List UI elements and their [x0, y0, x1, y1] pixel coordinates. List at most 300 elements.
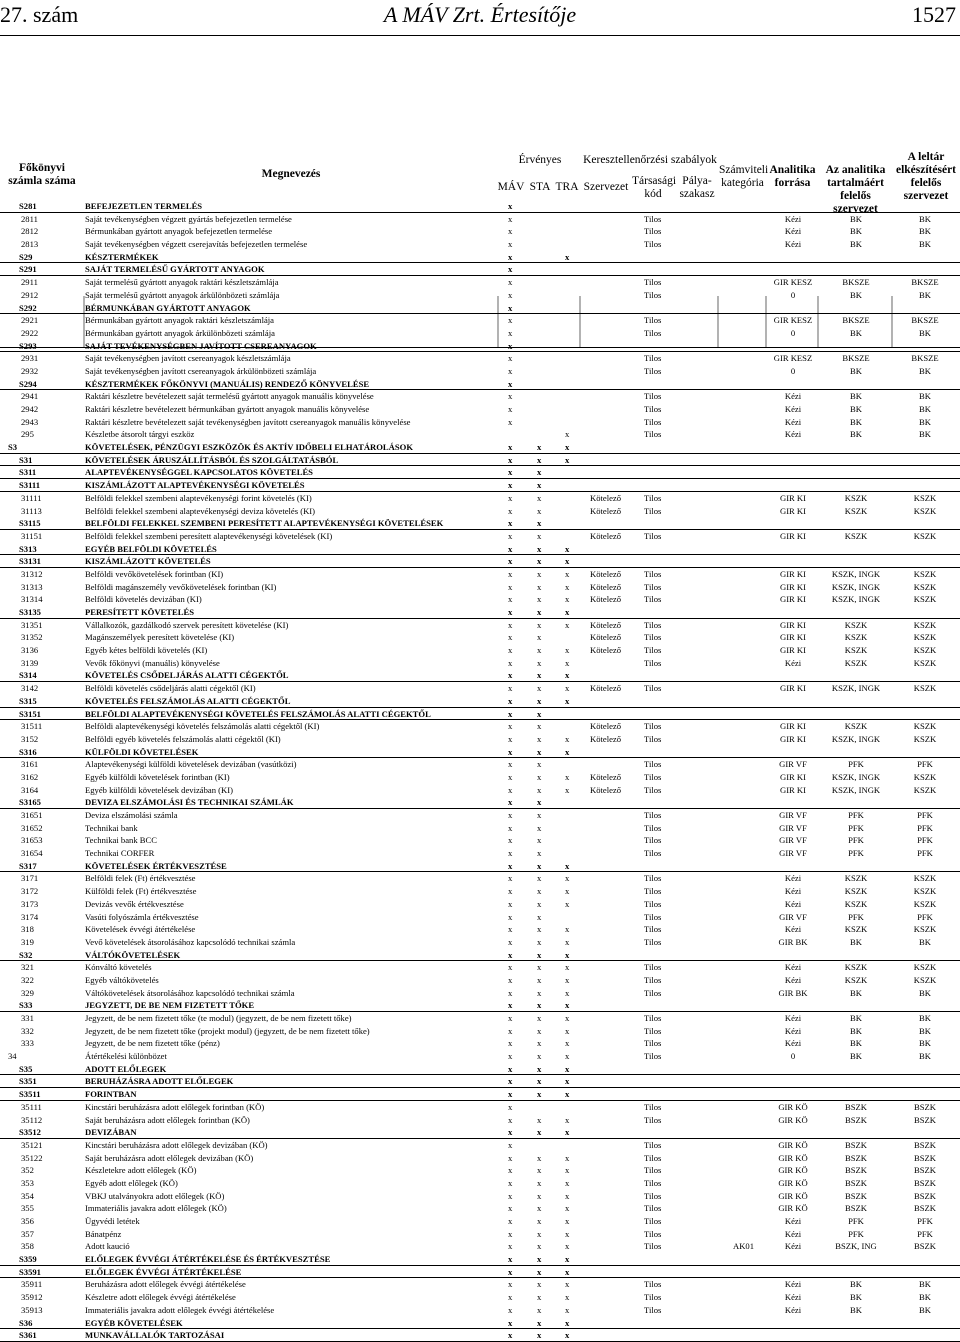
inventory-owner: PFK	[917, 1228, 933, 1239]
analytics-owner: KSZK	[844, 530, 868, 541]
table-row	[0, 1177, 960, 1190]
valid-mav: x	[508, 619, 513, 630]
table-row	[0, 771, 960, 784]
inventory-owner: BSZK	[914, 1190, 936, 1201]
inventory-owner: BSZK	[914, 1152, 936, 1163]
rule-palyaszakasz: Tilos	[644, 886, 662, 897]
analytics-owner: BK	[850, 365, 862, 376]
valid-sta: x	[537, 670, 542, 681]
rule-palyaszakasz: Tilos	[644, 327, 662, 338]
valid-mav: x	[508, 581, 513, 592]
inventory-owner: BKSZE	[911, 315, 939, 326]
valid-mav: x	[508, 340, 513, 351]
inventory-owner: KSZK	[913, 886, 937, 897]
account-code: 35913	[21, 1304, 43, 1315]
analytics-owner: KSZK, INGK	[831, 733, 881, 744]
valid-sta: x	[537, 860, 542, 871]
table-row	[0, 1114, 960, 1127]
inventory-owner: PFK	[917, 911, 933, 922]
rule-palyaszakasz: Tilos	[644, 1038, 662, 1049]
valid-sta: x	[537, 1266, 542, 1277]
valid-mav: x	[508, 454, 513, 465]
account-code: S314	[19, 670, 37, 681]
analytics-source: GIR KI	[779, 645, 807, 656]
table-row	[0, 1050, 960, 1063]
valid-mav: x	[508, 733, 513, 744]
valid-tra: x	[565, 581, 570, 592]
rule-szervezet: Kötelező	[590, 733, 622, 744]
rule-palyaszakasz: Tilos	[644, 1203, 662, 1214]
table-row	[0, 428, 960, 441]
valid-sta: x	[537, 1114, 542, 1125]
inventory-owner: KSZK	[913, 683, 937, 694]
valid-sta: x	[537, 759, 542, 770]
analytics-owner: KSZK	[844, 619, 868, 630]
account-code: 2941	[21, 391, 39, 402]
analytics-owner: BKSZE	[842, 277, 870, 288]
account-code: S361	[19, 1330, 37, 1341]
account-code: 3139	[21, 657, 39, 668]
table-row	[0, 631, 960, 644]
valid-mav: x	[508, 556, 513, 567]
rule-palyaszakasz: Tilos	[644, 1013, 662, 1023]
analytics-owner: KSZK	[844, 645, 868, 656]
analytics-source: GIR VF	[779, 810, 807, 820]
col-megnevezes: Megnevezés	[261, 168, 321, 180]
valid-mav: x	[508, 1254, 513, 1265]
analytics-source: GIR KESZ	[773, 315, 813, 326]
analytics-owner: BK	[850, 327, 862, 338]
table-row	[0, 860, 960, 873]
account-name: Egyéb adott előlegek (KÖ)	[85, 1177, 178, 1188]
inventory-owner: BK	[919, 987, 931, 998]
table-row	[0, 657, 960, 670]
valid-tra: x	[565, 1013, 570, 1023]
analytics-source: 0	[790, 1051, 796, 1062]
account-code: 322	[21, 974, 34, 985]
rule-palyaszakasz: Tilos	[644, 619, 662, 630]
analytics-owner: KSZK, INGK	[831, 771, 881, 782]
table-row	[0, 1215, 960, 1228]
valid-mav: x	[508, 505, 513, 516]
rule-palyaszakasz: Tilos	[644, 581, 662, 592]
analytics-owner: BK	[850, 404, 862, 414]
table-row	[0, 568, 960, 581]
valid-tra: x	[565, 543, 570, 554]
col-analitika: Analitika forrása	[769, 164, 816, 189]
valid-sta: x	[537, 1279, 542, 1290]
valid-sta: x	[537, 543, 542, 554]
account-name: Kincstári beruházásra adott előlegek devizában (KÖ)	[85, 1139, 268, 1150]
valid-sta: x	[537, 530, 542, 541]
analytics-source: GIR KI	[779, 683, 807, 694]
col-szervezet: Szervezet	[583, 181, 629, 193]
inventory-owner: BSZK	[914, 1203, 936, 1214]
valid-tra: x	[565, 1279, 570, 1290]
valid-tra: x	[565, 1292, 570, 1303]
account-code: 2932	[21, 365, 39, 376]
table-row	[0, 416, 960, 429]
valid-tra: x	[565, 607, 570, 617]
rule-palyaszakasz: Tilos	[644, 1228, 662, 1239]
valid-sta: x	[537, 645, 542, 656]
rule-palyaszakasz: Tilos	[644, 645, 662, 656]
rule-palyaszakasz: Tilos	[644, 315, 662, 326]
valid-mav: x	[508, 1304, 513, 1315]
valid-sta: x	[537, 924, 542, 935]
valid-mav: x	[508, 645, 513, 656]
table-row	[0, 809, 960, 822]
analytics-owner: KSZK	[844, 962, 868, 973]
table-row	[0, 263, 960, 276]
rule-palyaszakasz: Tilos	[644, 1216, 662, 1226]
account-code: 31113	[21, 505, 42, 516]
valid-mav: x	[508, 1089, 513, 1100]
account-name: JEGYZETT, DE BE NEM FIZETETT TŐKE	[85, 1000, 255, 1011]
table-row	[0, 352, 960, 365]
account-name: Bérmunkában gyártott anyagok raktári készletszámlája	[85, 315, 274, 326]
table-row	[0, 1329, 960, 1342]
rule-palyaszakasz: Tilos	[644, 759, 662, 770]
account-code: 2942	[21, 404, 39, 414]
inventory-owner: BK	[919, 226, 931, 237]
analytics-owner: BK	[850, 1025, 862, 1036]
valid-mav: x	[508, 1063, 513, 1074]
account-name: Belföldi magánszemély vevőkövetelések forintban (KI)	[85, 581, 277, 592]
valid-sta: x	[537, 1165, 542, 1176]
table-row	[0, 492, 960, 505]
valid-mav: x	[508, 201, 513, 211]
col-kereszt: Keresztellenőrzési szabályok	[583, 154, 717, 166]
account-code: S3	[8, 442, 18, 453]
valid-sta: x	[537, 1127, 542, 1138]
rule-szervezet: Kötelező	[590, 581, 622, 592]
account-name: Belföldi felekkel szembeni alaptevékenységi forint követelés (KI)	[85, 492, 312, 503]
table-row	[0, 974, 960, 987]
table-row	[0, 530, 960, 543]
valid-tra: x	[565, 1038, 570, 1049]
valid-mav: x	[508, 683, 513, 694]
valid-tra: x	[565, 1266, 570, 1277]
valid-tra: x	[565, 1076, 570, 1087]
inventory-owner: BK	[919, 429, 931, 440]
account-name: Követelések évvégi átértékelése	[85, 924, 196, 935]
valid-mav: x	[508, 1127, 513, 1138]
analytics-source: GIR KÖ	[778, 1177, 808, 1188]
analytics-owner: PFK	[848, 911, 864, 922]
col-szamviteli: Számviteli kategória	[719, 164, 769, 189]
inventory-owner: BK	[919, 365, 931, 376]
rule-palyaszakasz: Tilos	[644, 289, 662, 300]
inventory-owner: BKSZE	[911, 277, 939, 288]
valid-mav: x	[508, 1190, 513, 1201]
analytics-owner: BK	[850, 936, 862, 947]
analytics-source: GIR KÖ	[778, 1152, 808, 1163]
valid-mav: x	[508, 1292, 513, 1303]
valid-mav: x	[508, 1317, 513, 1328]
valid-mav: x	[508, 784, 513, 795]
account-code: 321	[21, 962, 34, 973]
valid-sta: x	[537, 695, 542, 706]
valid-sta: x	[537, 873, 542, 884]
analytics-owner: PFK	[848, 822, 864, 833]
inventory-owner: BK	[919, 404, 931, 414]
analytics-source: GIR KI	[779, 594, 807, 605]
account-name: BERUHÁZÁSRA ADOTT ELŐLEGEK	[85, 1076, 234, 1087]
account-code: 31652	[21, 822, 43, 833]
account-code: S3135	[19, 607, 41, 617]
account-name: Jegyzett, de be nem fizetett tőke (te modul) (jegyzett, de be nem fizetett tőke)	[85, 1013, 352, 1023]
valid-tra: x	[565, 1304, 570, 1315]
inventory-owner: PFK	[917, 810, 933, 820]
inventory-owner: BK	[919, 327, 931, 338]
table-row	[0, 1037, 960, 1050]
valid-tra: x	[565, 1330, 570, 1341]
valid-mav: x	[508, 1216, 513, 1226]
account-code: 319	[21, 936, 34, 947]
account-name: Egyéb külföldi követelések forintban (KI)	[85, 771, 230, 782]
account-name: DEVIZÁBAN	[85, 1127, 137, 1138]
valid-sta: x	[537, 962, 542, 973]
analytics-source: Kézi	[784, 1304, 802, 1315]
table-row	[0, 441, 960, 454]
valid-mav: x	[508, 594, 513, 605]
valid-tra: x	[565, 251, 570, 262]
valid-tra: x	[565, 645, 570, 656]
rule-palyaszakasz: Tilos	[644, 239, 662, 250]
account-code: S315	[19, 695, 37, 706]
account-code: S36	[19, 1317, 33, 1328]
rule-szervezet: Kötelező	[590, 492, 622, 503]
analytics-source: GIR KÖ	[778, 1139, 808, 1150]
account-code: S317	[19, 860, 37, 871]
rule-palyaszakasz: Tilos	[644, 416, 662, 427]
valid-sta: x	[537, 480, 542, 491]
col-fokonyvi: Főkönyvi számla száma	[8, 162, 76, 187]
valid-mav: x	[508, 949, 513, 960]
valid-tra: x	[565, 771, 570, 782]
account-name: Belföldi felekkel szembeni alaptevékenységi deviza követelés (KI)	[85, 505, 316, 516]
analytics-owner: BSZK	[845, 1139, 867, 1150]
analytics-owner: BK	[850, 1013, 862, 1023]
account-name: Magánszemélyek peresített követelése (KI)	[85, 632, 235, 643]
account-code: 358	[21, 1241, 34, 1252]
account-code: 355	[21, 1203, 34, 1214]
valid-mav: x	[508, 239, 513, 250]
account-code: 31312	[21, 568, 43, 579]
analytics-owner: BSZK	[845, 1165, 867, 1176]
inventory-owner: KSZK	[913, 530, 937, 541]
rule-palyaszakasz: Tilos	[644, 1051, 662, 1062]
valid-sta: x	[537, 987, 542, 998]
rule-palyaszakasz: Tilos	[644, 835, 662, 846]
rule-palyaszakasz: Tilos	[644, 594, 662, 605]
valid-sta: x	[537, 1304, 542, 1315]
rule-palyaszakasz: Tilos	[644, 1114, 662, 1125]
valid-mav: x	[508, 1139, 513, 1150]
valid-sta: x	[537, 898, 542, 909]
valid-tra: x	[565, 1127, 570, 1138]
account-code: 31313	[21, 581, 43, 592]
analytics-source: GIR KI	[779, 721, 807, 732]
analytics-owner: BSZK	[845, 1114, 867, 1125]
account-code: 2931	[21, 353, 39, 364]
table-row	[0, 834, 960, 847]
inventory-owner: KSZK	[913, 898, 937, 909]
account-name: Saját tevékenységben végzett gyártás befejezetlen termelése	[85, 213, 292, 224]
table-row	[0, 898, 960, 911]
valid-mav: x	[508, 835, 513, 846]
table-row	[0, 1240, 960, 1253]
valid-mav: x	[508, 936, 513, 947]
valid-tra: x	[565, 594, 570, 605]
account-name: Saját tevékenységben javított csereanyagok készletszámlája	[85, 353, 291, 364]
analytics-source: GIR KESZ	[773, 277, 813, 288]
table-row	[0, 961, 960, 974]
col-az-analitika: Az analitika tartalmáért felelős szervezet	[825, 164, 886, 215]
account-code: S294	[19, 378, 37, 389]
account-code: 31352	[21, 632, 43, 643]
analytics-owner: BSZK	[845, 1152, 867, 1163]
inventory-owner: BK	[919, 416, 931, 427]
table-row	[0, 1025, 960, 1038]
rule-palyaszakasz: Tilos	[644, 404, 662, 414]
valid-tra: x	[565, 784, 570, 795]
analytics-source: Kézi	[784, 898, 802, 909]
analytics-source: Kézi	[784, 404, 802, 414]
account-code: 318	[21, 924, 34, 935]
account-name: Bérmunkában gyártott anyagok árkülönbözeti számlája	[85, 327, 275, 338]
table-row	[0, 1190, 960, 1203]
analytics-source: Kézi	[784, 1013, 802, 1023]
table-row	[0, 1101, 960, 1114]
account-name: Belföldi követelés devizában (KI)	[85, 594, 202, 605]
inventory-owner: KSZK	[913, 962, 937, 973]
valid-mav: x	[508, 543, 513, 554]
table-row	[0, 669, 960, 682]
inventory-owner: BSZK	[914, 1241, 936, 1252]
valid-mav: x	[508, 1038, 513, 1049]
valid-tra: x	[565, 1177, 570, 1188]
valid-mav: x	[508, 1330, 513, 1341]
valid-sta: x	[537, 822, 542, 833]
rule-szervezet: Kötelező	[590, 594, 622, 605]
analytics-source: Kézi	[784, 657, 802, 668]
analytics-source: Kézi	[784, 1038, 802, 1049]
account-name: Készletekre adott előlegek (KÖ)	[85, 1165, 197, 1176]
account-name: Egyéb kétes belföldi követelés (KI)	[85, 645, 208, 656]
publication-title: A MÁV Zrt. Értesítője	[383, 2, 577, 27]
analytics-owner: PFK	[848, 1228, 864, 1239]
valid-mav: x	[508, 302, 513, 313]
inventory-owner: PFK	[917, 848, 933, 859]
account-code: 3142	[21, 683, 39, 694]
analytics-source: GIR KI	[779, 733, 807, 744]
account-code: S35	[19, 1063, 33, 1074]
valid-sta: x	[537, 492, 542, 503]
account-name: EGYÉB BELFÖLDI KÖVETELÉS	[85, 543, 217, 554]
inventory-owner: KSZK	[913, 733, 937, 744]
rule-palyaszakasz: Tilos	[644, 353, 662, 364]
table-row	[0, 517, 960, 530]
rule-palyaszakasz: Tilos	[644, 1279, 662, 1290]
account-name: Beruházásra adott előlegek évvégi átértékelése	[85, 1279, 246, 1290]
table-row	[0, 1164, 960, 1177]
valid-tra: x	[565, 936, 570, 947]
table-row	[0, 365, 960, 378]
analytics-owner: BK	[850, 1038, 862, 1049]
valid-mav: x	[508, 404, 513, 414]
table-row	[0, 847, 960, 860]
analytics-owner: KSZK, INGK	[831, 683, 881, 694]
inventory-owner: BSZK	[914, 1114, 936, 1125]
valid-sta: x	[537, 442, 542, 453]
inventory-owner: BK	[919, 1279, 931, 1290]
analytics-source: GIR VF	[779, 822, 807, 833]
inventory-owner: KSZK	[913, 771, 937, 782]
valid-tra: x	[565, 873, 570, 884]
rule-palyaszakasz: Tilos	[644, 391, 662, 402]
account-code: 357	[21, 1228, 34, 1239]
col-leltar: A leltár elkészítésért felelős szervezet	[895, 151, 957, 202]
table-row	[0, 555, 960, 568]
analytics-owner: BK	[850, 987, 862, 998]
account-name: KÉSZTERMÉKEK	[85, 251, 159, 262]
rule-palyaszakasz: Tilos	[644, 277, 662, 288]
rule-palyaszakasz: Tilos	[644, 1241, 662, 1252]
valid-sta: x	[537, 974, 542, 985]
rule-palyaszakasz: Tilos	[644, 1190, 662, 1201]
table-row	[0, 695, 960, 708]
valid-tra: x	[565, 454, 570, 465]
valid-tra: x	[565, 1190, 570, 1201]
analytics-owner: BK	[850, 213, 862, 224]
valid-mav: x	[508, 924, 513, 935]
account-code: S3151	[19, 708, 41, 719]
valid-mav: x	[508, 822, 513, 833]
table-row	[0, 708, 960, 721]
account-name: Vevők főkönyvi (manuális) könyvelése	[85, 657, 220, 668]
analytics-source: GIR KI	[779, 505, 807, 516]
valid-tra: x	[565, 619, 570, 630]
inventory-owner: BK	[919, 289, 931, 300]
col-palya: Pálya- szakasz	[679, 175, 715, 200]
valid-tra: x	[565, 886, 570, 897]
valid-sta: x	[537, 1216, 542, 1226]
account-code: S313	[19, 543, 37, 554]
analytics-owner: BK	[850, 239, 862, 250]
rule-palyaszakasz: Tilos	[644, 898, 662, 909]
valid-tra: x	[565, 556, 570, 567]
valid-sta: x	[537, 835, 542, 846]
inventory-owner: BK	[919, 1038, 931, 1049]
col-mav: MÁV	[497, 181, 525, 193]
account-name: Váltókövetelések átsorolásához kapcsolódó technikai számla	[85, 987, 295, 998]
table-row	[0, 1253, 960, 1266]
page-header	[0, 0, 960, 40]
table-row	[0, 390, 960, 403]
table-row	[0, 1088, 960, 1101]
account-name: Bérmunkában gyártott anyagok befejezetlen termelése	[85, 226, 273, 237]
table-row	[0, 593, 960, 606]
account-code: 352	[21, 1165, 34, 1176]
valid-mav: x	[508, 771, 513, 782]
rule-palyaszakasz: Tilos	[644, 784, 662, 795]
rule-palyaszakasz: Tilos	[644, 911, 662, 922]
valid-mav: x	[508, 860, 513, 871]
valid-sta: x	[537, 721, 542, 732]
valid-tra: x	[565, 1203, 570, 1214]
